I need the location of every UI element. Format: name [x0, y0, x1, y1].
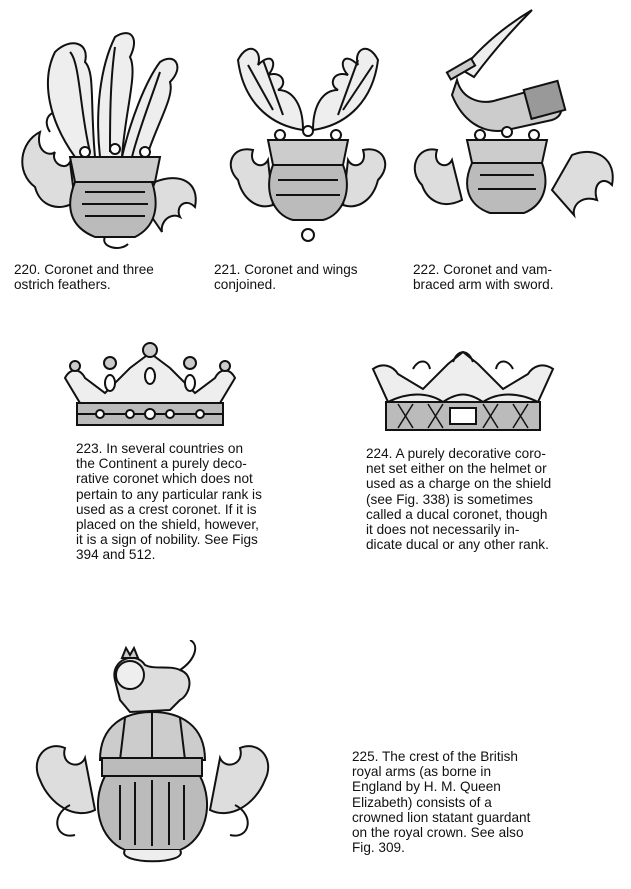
helmet-coronet-wings-icon: [218, 30, 398, 255]
royal-crest-lion-crown-icon: [30, 640, 280, 880]
figure-220-illustration: [10, 12, 210, 257]
caption-line: Fig. 309.: [352, 840, 405, 856]
figure-220-caption: [14, 262, 210, 292]
figure-221-caption: [214, 262, 402, 292]
caption-line: 224. A purely decorative coro-: [366, 446, 546, 461]
caption-line: Elizabeth) consists of a: [352, 794, 492, 810]
caption-line: (see Fig. 338) is sometimes: [366, 491, 533, 507]
caption-line: net set either on the helmet or: [366, 461, 547, 477]
caption-line: England by H. M. Queen: [352, 779, 501, 795]
helmet-coronet-arm-sword-icon: [402, 5, 627, 250]
caption-line: used as a charge on the shield: [366, 476, 552, 492]
crest-coronet-icon: [55, 338, 245, 428]
caption-line: used as a crest coronet. If it is: [76, 501, 257, 517]
caption-line: conjoined.: [214, 277, 276, 293]
caption-line: royal arms (as borne in: [352, 764, 492, 780]
figure-224-illustration: [368, 344, 558, 436]
figure-222-caption: [413, 262, 599, 292]
figure-223-caption: [76, 441, 282, 563]
caption-line: 221. Coronet and wings: [214, 262, 358, 277]
caption-line: 223. In several countries on: [76, 441, 244, 456]
figure-224-caption: [366, 446, 580, 552]
figure-225-illustration: [30, 640, 280, 880]
caption-line: placed on the shield, however,: [76, 517, 259, 533]
caption-line: 220. Coronet and three: [14, 262, 154, 277]
caption-line: 222. Coronet and vam-: [413, 262, 553, 277]
caption-line: 394 and 512.: [76, 547, 156, 563]
figure-223-illustration: [55, 338, 245, 428]
caption-line: dicate ducal or any other rank.: [366, 537, 549, 553]
ducal-coronet-icon: [368, 344, 558, 436]
caption-line: the Continent a purely deco-: [76, 456, 247, 472]
caption-line: it is a sign of nobility. See Figs: [76, 532, 258, 548]
caption-line: on the royal crown. See also: [352, 825, 524, 841]
figure-225-caption: [352, 749, 544, 855]
caption-line: it does not necessarily in-: [366, 522, 520, 538]
figure-222-illustration: [402, 5, 627, 250]
caption-line: rative coronet which does not: [76, 471, 253, 487]
caption-line: ostrich feathers.: [14, 277, 111, 293]
caption-line: 225. The crest of the British: [352, 749, 518, 764]
caption-line: pertain to any particular rank is: [76, 486, 262, 502]
figure-221-illustration: [218, 30, 398, 255]
caption-line: called a ducal coronet, though: [366, 506, 548, 522]
helmet-coronet-three-feathers-icon: [10, 12, 210, 257]
caption-line: crowned lion statant guardant: [352, 809, 531, 825]
caption-line: braced arm with sword.: [413, 277, 554, 293]
